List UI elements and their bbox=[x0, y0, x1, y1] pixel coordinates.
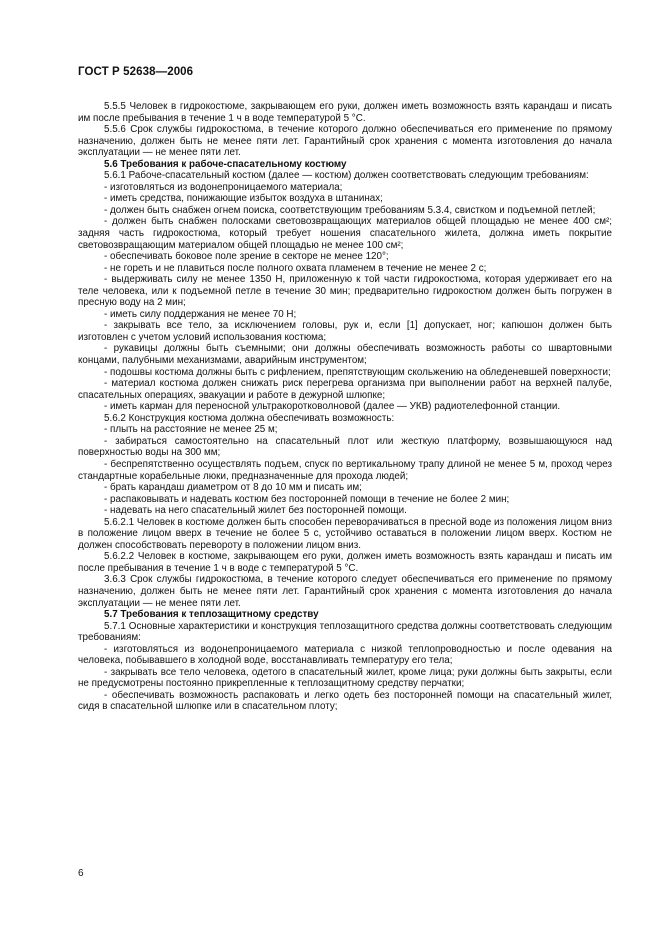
paragraph: 5.7.1 Основные характеристики и конструкция теплозащитного средства должны соответствовать следующим требованиям: bbox=[78, 620, 612, 644]
paragraph: 3.6.3 Срок службы гидрокостюма, в течение которого следует обеспечиваться его применение по прямому назначению, должен быть не менее пяти лет. Гарантийный срок хранения с момента изготовления до начала эксплуатации — не менее пяти лет. bbox=[78, 574, 612, 609]
list-item: - подошвы костюма должны быть с рифлением, препятствующим скольжению на обледеневшей поверхности; bbox=[104, 366, 611, 378]
list-item: - должен быть снабжен полосками световозвращающих материалов общей площадью не менее 400 см²; задняя часть гидрокостюма, который требует ношения спасательного жилета, должна иметь покрытие световозвращающим материалом общей площадью не менее 100 см²; bbox=[78, 216, 612, 251]
paragraph: 5.6.1 Рабоче-спасательный костюм (далее — костюм) должен соответствовать следующим требованиям: bbox=[104, 170, 589, 182]
paragraph: 5.5.6 Срок службы гидрокостюма, в течение которого должно обеспечиваться его применение по прямому назначению, должен быть не менее пяти лет. Гарантийный срок хранения с момента изготовления до начала эксплуатации — не менее пяти лет. bbox=[78, 124, 612, 159]
list-item: - забираться самостоятельно на спасательный плот или жесткую платформу, возвышающуюся над поверхностью воды на 300 мм; bbox=[78, 435, 612, 459]
list-item: - изготовляться из водонепроницаемого материала с низкой теплопроводностью и после одевания на человека, побывавшего в холодной воде, восстанавливать температуру его тела; bbox=[78, 643, 612, 667]
list-item: - не гореть и не плавиться после полного охвата пламенем в течение не менее 2 с; bbox=[104, 262, 487, 274]
list-item: - выдерживать силу не менее 1350 Н, приложенную к той части гидрокостюма, которая удерживает его на теле человека, или к подъемной петле в течение 30 мин; предварительно гидрокостюм должен быть погружен в пресную воду на 2 мин; bbox=[78, 274, 612, 309]
list-item: - обеспечивать возможность распаковать и легко одеть без посторонней помощи на спасательный жилет, сидя в спасательной шлюпке или в спасательном плоту; bbox=[78, 689, 612, 713]
list-item: - плыть на расстояние не менее 25 м; bbox=[104, 424, 278, 436]
list-item: - рукавицы должны быть съемными; они должны обеспечивать возможность работы со швартовными концами, палубными механизмами, аварийным инструментом; bbox=[78, 343, 612, 367]
list-item: - материал костюма должен снижать риск перегрева организма при выполнении работ на верхней палубе, спасательных операциях, эвакуации и работе в дежурной шлюпке; bbox=[78, 378, 612, 401]
list-item: - закрывать все тело человека, одетого в спасательный жилет, кроме лица; руки должны быть закрыты, если не предусмотрены постоянно прикрепленные к теплозащитному средству перчатки; bbox=[78, 666, 612, 690]
list-item: - распаковывать и надевать костюм без посторонней помощи в течение не более 2 мин; bbox=[104, 493, 510, 505]
list-item: - изготовляться из водонепроницаемого материала; bbox=[104, 181, 343, 193]
document-body bbox=[78, 101, 612, 713]
list-item: - иметь силу поддержания не менее 70 Н; bbox=[104, 308, 297, 320]
list-item: - брать карандаш диаметром от 8 до 10 мм и писать им; bbox=[104, 482, 362, 494]
paragraph: 5.6.2.1 Человек в костюме должен быть способен переворачиваться в пресной воде из положения лицом вниз в положение лицом вверх в течение не более 5 с, устойчиво оставаться в положении лицом вверх. Костюм не должен способствовать перевороту в положении лицом вниз. bbox=[78, 516, 612, 551]
section-heading: 5.6 Требования к рабоче-спасательному костюму bbox=[104, 158, 347, 170]
document-header: ГОСТ Р 52638—2006 bbox=[78, 66, 194, 78]
list-item: - иметь средства, понижающие избыток воздуха в штанинах; bbox=[104, 193, 383, 205]
list-item: - надевать на него спасательный жилет без посторонней помощи. bbox=[104, 505, 407, 517]
list-item: - беспрепятственно осуществлять подъем, спуск по вертикальному трапу длиной не менее 5 м, проход через стандартные корабельные люки, предназначенные для прохода людей; bbox=[78, 458, 612, 482]
paragraph: 5.6.2.2 Человек в костюме, закрывающем его руки, должен иметь возможность взять карандаш и писать им после пребывания в течение 1 ч в воде с температурой 5 °C. bbox=[78, 551, 612, 574]
list-item: - закрывать все тело, за исключением головы, рук и, если [1] допускает, ног; капюшон должен быть изготовлен с учетом условий использования костюма; bbox=[78, 320, 612, 343]
section-heading: 5.7 Требования к теплозащитному средству bbox=[104, 609, 319, 621]
list-item: - обеспечивать боковое поле зрение в секторе не менее 120°; bbox=[104, 251, 389, 263]
paragraph: 5.5.5 Человек в гидрокостюме, закрывающем его руки, должен иметь возможность взять карандаш и писать им после пребывания в течение 1 ч в воде температурой 5 °C. bbox=[78, 101, 612, 124]
page-number: 6 bbox=[78, 868, 84, 879]
list-item: - должен быть снабжен огнем поиска, соответствующим требованиям 5.3.4, свистком и подъемной петлей; bbox=[104, 204, 596, 216]
list-item: - иметь карман для переносной ультракоротковолновой (далее — УКВ) радиотелефонной станции. bbox=[104, 401, 561, 413]
paragraph: 5.6.2 Конструкция костюма должна обеспечивать возможность: bbox=[104, 412, 395, 424]
